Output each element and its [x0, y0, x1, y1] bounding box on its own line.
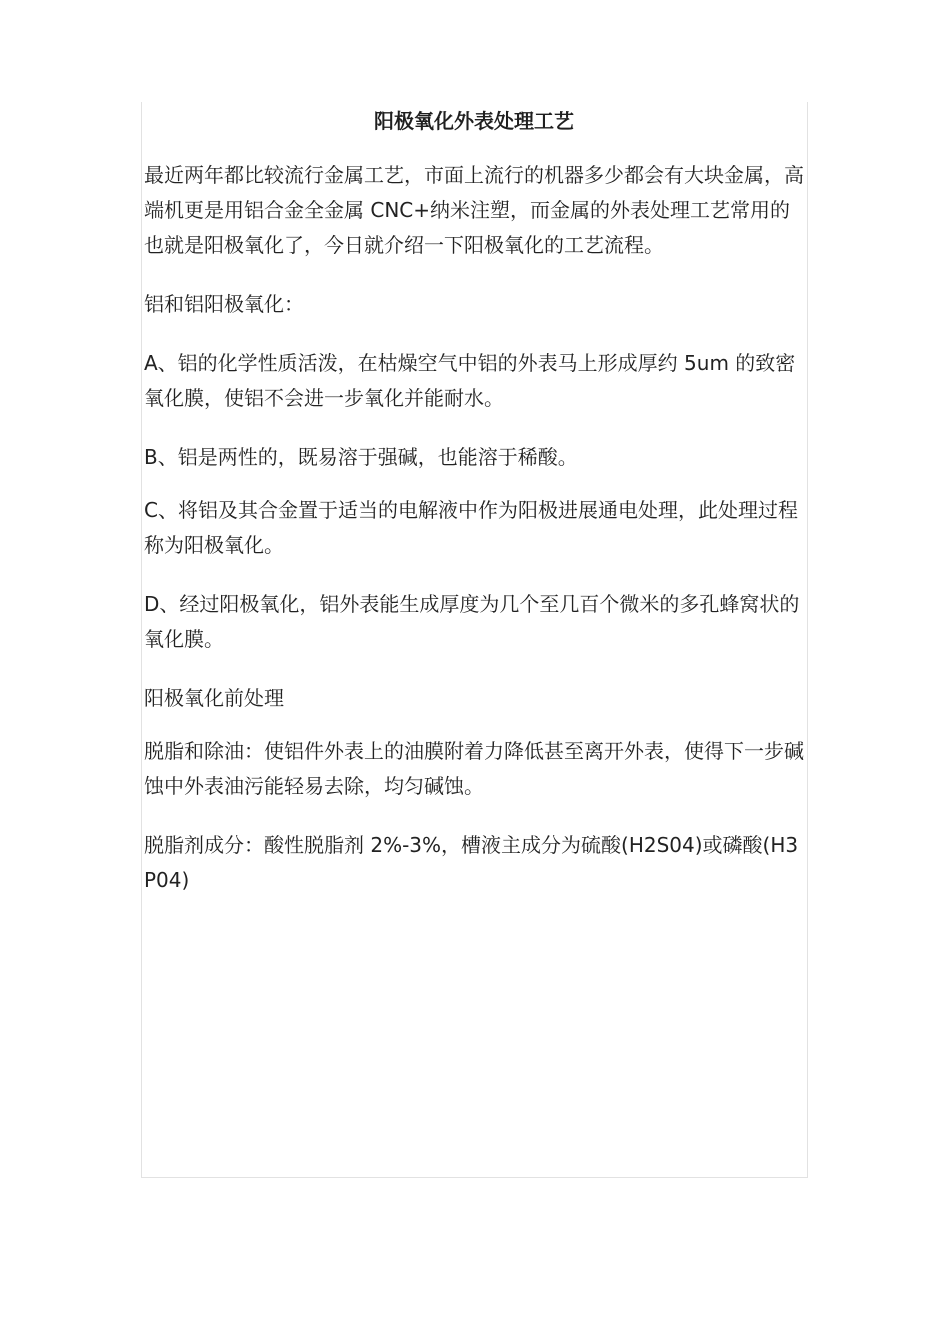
paragraph-point-a: A、铝的化学性质活泼，在枯燥空气中铝的外表马上形成厚约 5um 的致密氧化膜，使铝不会进一步氧化并能耐水。	[144, 351, 796, 410]
paragraph-intro: 最近两年都比较流行金属工艺，市面上流行的机器多少都会有大块金属，高端机更是用铝合金全金属 CNC+纳米注塑，而金属的外表处理工艺常用的也就是阳极氧化了，今日就介绍一下阳极氧化的工艺流程。	[144, 163, 804, 257]
paragraph-degreasing: 脱脂和除油：使铝件外表上的油膜附着力降低甚至离开外表，使得下一步碱蚀中外表油污能轻易去除，均匀碱蚀。	[144, 739, 804, 798]
paragraph-point-b: B、铝是两性的，既易溶于强碱，也能溶于稀酸。	[144, 445, 578, 469]
document-title: 阳极氧化外表处理工艺	[374, 109, 574, 133]
section-heading-aluminum-anodizing: 铝和铝阳极氧化：	[144, 292, 304, 316]
paragraph-point-d: D、经过阳极氧化，铝外表能生成厚度为几个至几百个微米的多孔蜂窝状的氧化膜。	[144, 592, 800, 651]
section-heading-pretreatment: 阳极氧化前处理	[144, 686, 284, 710]
paragraph-point-c: C、将铝及其合金置于适当的电解液中作为阳极进展通电处理，此处理过程称为阳极氧化。	[144, 498, 798, 557]
document-body	[144, 104, 804, 898]
paragraph-degreasing-agent: 脱脂剂成分：酸性脱脂剂 2%-3%，槽液主成分为硫酸(H2S04)或磷酸(H3P04)	[144, 833, 799, 892]
